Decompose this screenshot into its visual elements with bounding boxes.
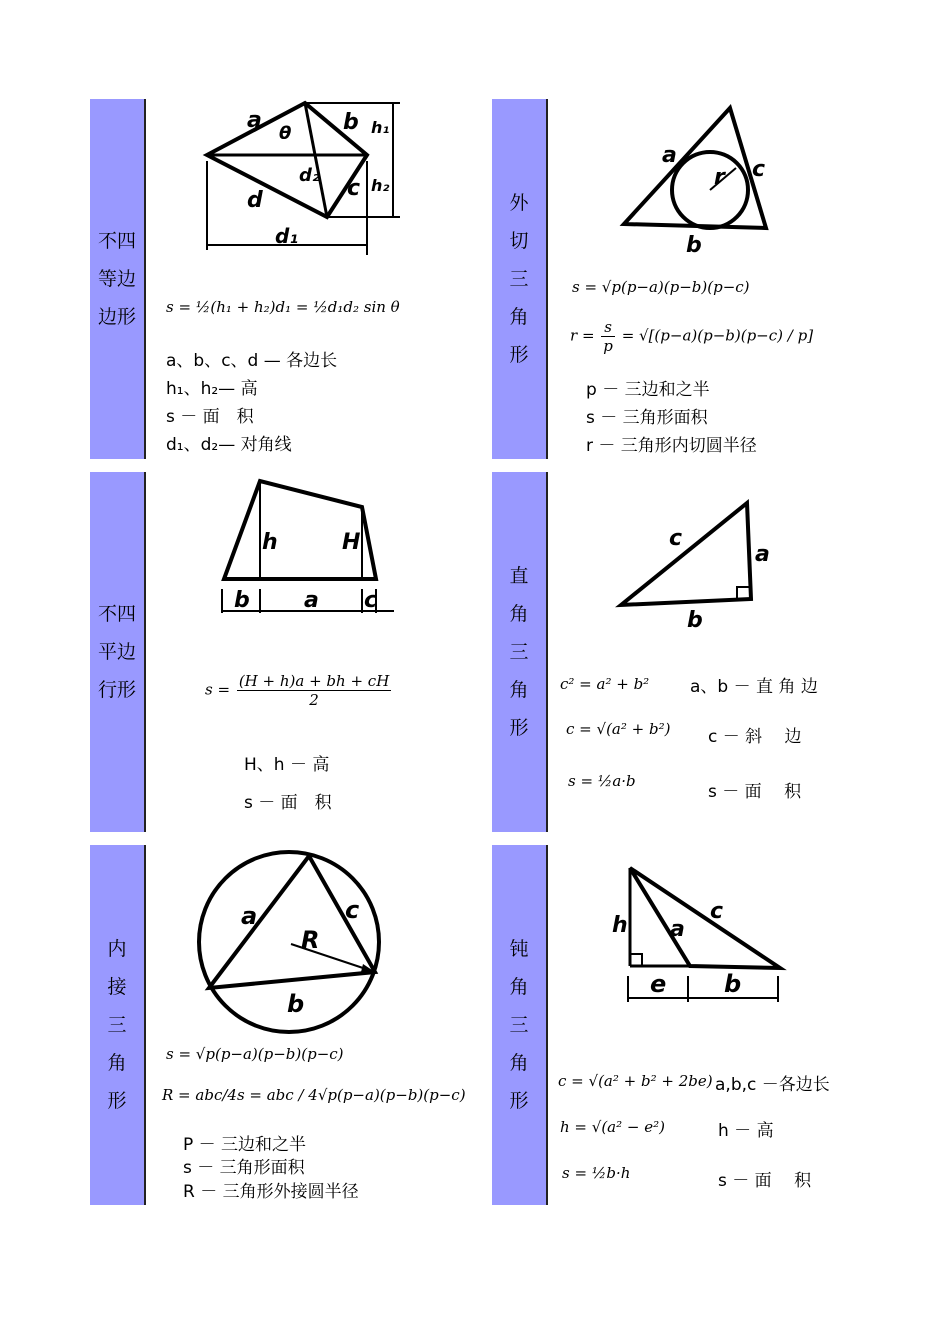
fig-label-b: b xyxy=(287,990,305,1018)
trapezoid-formula-frac xyxy=(237,672,391,709)
fig-label-a: a xyxy=(304,588,319,613)
fig-label-d: d xyxy=(247,188,263,213)
quadrilateral-formula: s = ½(h₁ + h₂)d₁ = ½d₁d₂ sin θ xyxy=(166,298,400,316)
label-circumscribed-triangle xyxy=(90,845,146,1205)
fig-label-c: c xyxy=(345,896,360,924)
fig-label-b: b xyxy=(687,608,703,633)
quadrilateral-legend-1: h₁、h₂— 高 xyxy=(166,379,258,399)
incircle-legend-1: s － 三角形面积 xyxy=(586,408,708,428)
incircle-formula-2 xyxy=(570,318,813,355)
fig-label-d1: d₁ xyxy=(275,224,299,248)
right-formula-0: c² = a² + b² xyxy=(560,675,650,693)
trapezoid-figure xyxy=(218,475,398,615)
fig-label-a: a xyxy=(755,542,770,567)
incircle-formula-2-rhs: = √[(p−a)(p−b)(p−c) / p] xyxy=(621,326,814,345)
label-text: 直 角 三 角 形 xyxy=(509,565,529,739)
fig-label-a: a xyxy=(241,902,258,930)
fig-label-h2: h₂ xyxy=(371,176,390,195)
label-text: 不四 等边 边形 xyxy=(97,230,136,328)
fig-label-H: H xyxy=(342,530,361,555)
fig-label-c: c xyxy=(669,526,683,551)
incircle-legend-2: r － 三角形内切圆半径 xyxy=(586,436,757,456)
fig-label-theta: θ xyxy=(279,123,292,144)
fig-label-r: r xyxy=(714,165,725,190)
fig-label-c: c xyxy=(710,899,724,924)
obtuse-legend-2: s － 面 积 xyxy=(718,1171,812,1191)
fig-label-c: c xyxy=(752,157,766,182)
fig-label-a: a xyxy=(662,143,677,168)
frac-num: (H + h)a + bh + cH xyxy=(238,672,390,690)
right-legend-0: a、b － 直 角 边 xyxy=(690,677,818,697)
circum-legend-1: s － 三角形面积 xyxy=(183,1158,305,1178)
fig-label-c: c xyxy=(364,588,378,613)
circumcircle-figure xyxy=(195,848,385,1038)
fig-label-d2: d₂ xyxy=(299,165,320,186)
trapezoid-legend-0: H、h － 高 xyxy=(244,755,330,775)
circum-formula-1: s = √p(p−a)(p−b)(p−c) xyxy=(166,1045,344,1063)
fig-label-a: a xyxy=(247,108,262,133)
label-obtuse-triangle xyxy=(492,845,548,1205)
frac-den: 2 xyxy=(309,691,319,709)
label-irregular-parallelogram xyxy=(90,472,146,832)
fig-label-h: h xyxy=(612,913,628,938)
obtuse-formula-2: s = ½b·h xyxy=(562,1164,631,1182)
obtuse-triangle-figure xyxy=(610,862,790,1012)
fig-label-e: e xyxy=(650,970,667,998)
fig-label-c: c xyxy=(347,176,361,201)
obtuse-formula-1: h = √(a² − e²) xyxy=(560,1118,665,1136)
incircle-formula-2-lhs: r = xyxy=(570,326,595,345)
quadrilateral-legend-3: d₁、d₂— 对角线 xyxy=(166,435,292,455)
label-text: 外 切 三 角 形 xyxy=(509,192,529,366)
label-irregular-quadrilateral xyxy=(90,99,146,459)
label-incircle-triangle xyxy=(492,99,548,459)
incircle-legend-0: p － 三边和之半 xyxy=(586,380,710,400)
circum-formula-2: R = abc/4s = abc / 4√p(p−a)(p−b)(p−c) xyxy=(162,1086,466,1104)
obtuse-formula-0: c = √(a² + b² + 2be) xyxy=(558,1072,713,1090)
fig-label-a: a xyxy=(670,917,685,942)
right-formula-1: c = √(a² + b²) xyxy=(566,720,671,738)
fig-label-h1: h₁ xyxy=(371,118,390,137)
circum-legend-0: P － 三边和之半 xyxy=(183,1135,307,1155)
frac-den: p xyxy=(603,337,613,355)
incircle-figure xyxy=(618,100,778,260)
circum-legend-2: R － 三角形外接圆半径 xyxy=(183,1182,359,1202)
trapezoid-formula xyxy=(205,672,393,709)
right-legend-1: c － 斜 边 xyxy=(708,727,802,747)
right-legend-2: s － 面 积 xyxy=(708,782,802,802)
fig-label-b: b xyxy=(234,588,250,613)
trapezoid-legend-1: s － 面 积 xyxy=(244,793,332,813)
fig-label-b: b xyxy=(724,970,742,998)
fig-label-b: b xyxy=(686,233,702,258)
trapezoid-formula-lhs: s = xyxy=(205,680,231,699)
fig-label-b: b xyxy=(343,110,359,135)
right-formula-2: s = ½a·b xyxy=(568,772,636,790)
label-text: 不四 平边 行形 xyxy=(97,603,136,701)
obtuse-legend-1: h － 高 xyxy=(718,1121,774,1141)
quadrilateral-legend-0: a、b、c、d — 各边长 xyxy=(166,351,338,371)
frac-num: s xyxy=(601,318,615,337)
label-right-triangle xyxy=(492,472,548,832)
fig-label-R: R xyxy=(301,926,320,954)
quadrilateral-legend-2: s － 面 积 xyxy=(166,407,254,427)
label-text: 钝 角 三 角 形 xyxy=(509,938,529,1112)
incircle-formula-2-frac xyxy=(601,318,615,355)
obtuse-legend-0: a,b,c －各边长 xyxy=(715,1075,830,1095)
right-triangle-figure xyxy=(615,495,785,635)
incircle-formula-1: s = √p(p−a)(p−b)(p−c) xyxy=(572,278,750,296)
label-text: 内 接 三 角 形 xyxy=(107,938,127,1112)
quadrilateral-figure xyxy=(195,95,415,255)
fig-label-h: h xyxy=(262,530,278,555)
